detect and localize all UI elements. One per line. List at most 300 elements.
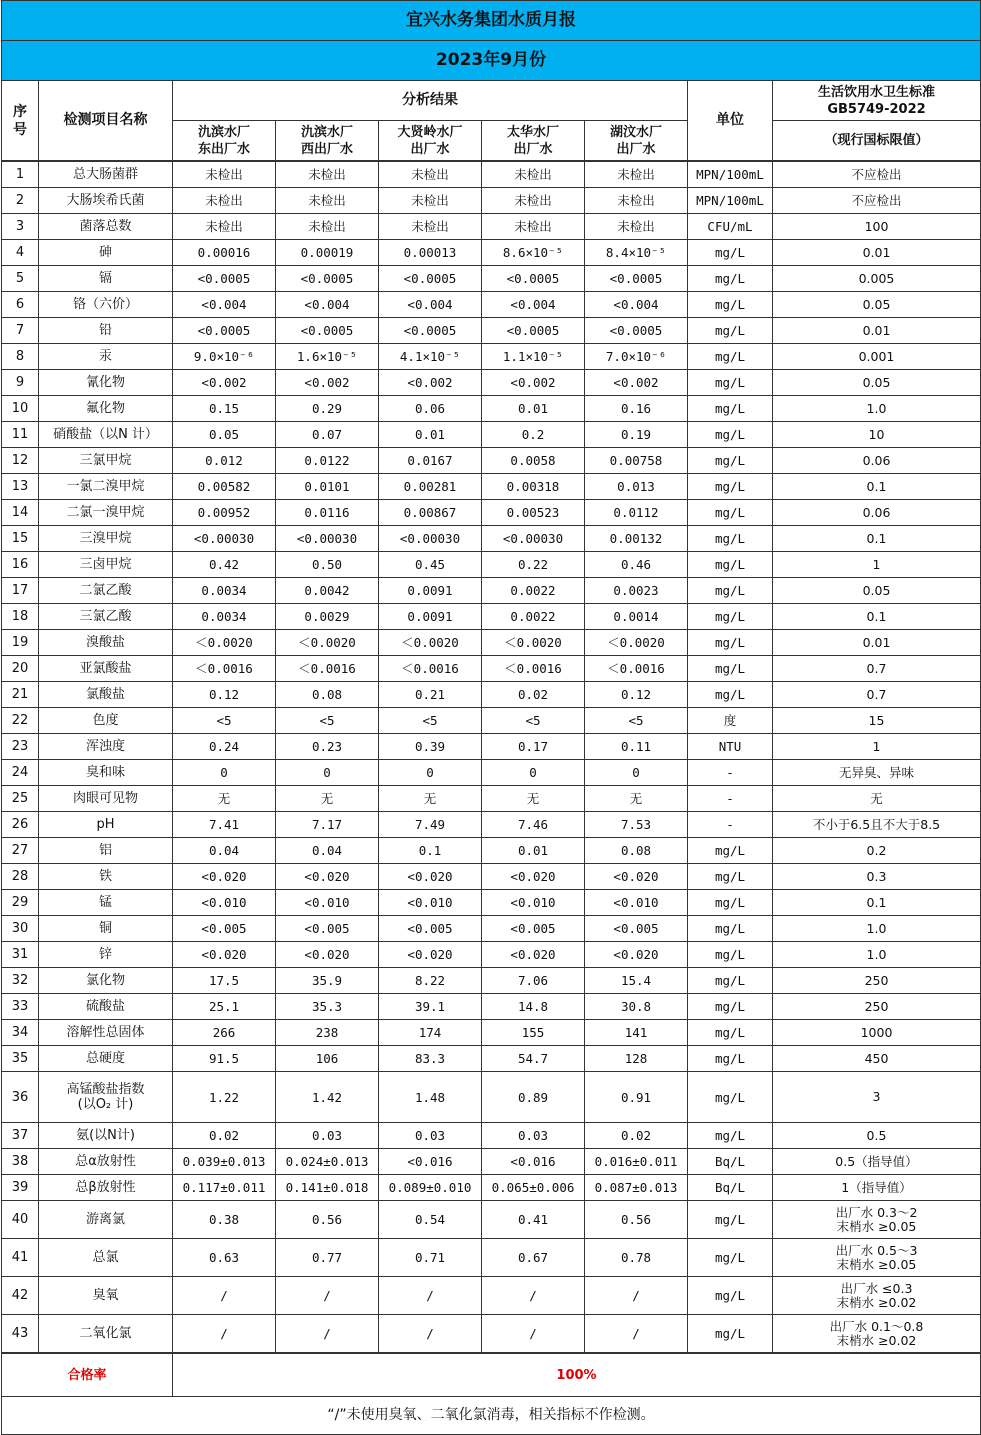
row-number: 33 (2, 994, 39, 1020)
standard-cell (773, 370, 981, 396)
result-cell: 0.00132 (585, 526, 688, 552)
result-cell: 无 (379, 786, 482, 812)
result-cell: 0 (276, 760, 379, 786)
table-row (2, 994, 981, 1020)
table-row (2, 1277, 981, 1315)
item-name-text: 二氧化氯 (79, 1326, 132, 1341)
item-name-text: 肉眼可见物 (72, 791, 138, 806)
result-cell: <0.0005 (482, 266, 585, 292)
result-cell: <0.020 (482, 864, 585, 890)
unit-cell: mg/L (688, 1123, 773, 1149)
standard-cell (773, 266, 981, 292)
standard-cell (773, 760, 981, 786)
row-number: 2 (2, 188, 39, 214)
result-cell: 0.01 (379, 422, 482, 448)
item-name-text: 氰化物 (85, 375, 125, 390)
result-cell: <0.0005 (173, 318, 276, 344)
standard-cell (773, 786, 981, 812)
unit-cell: mg/L (688, 292, 773, 318)
standard-cell (773, 396, 981, 422)
result-cell: 未检出 (379, 188, 482, 214)
table-row (2, 396, 981, 422)
plant-header (482, 121, 585, 161)
standard-cell (773, 968, 981, 994)
result-cell: 14.8 (482, 994, 585, 1020)
result-cell: 39.1 (379, 994, 482, 1020)
item-name (39, 1046, 173, 1072)
standard-value: 10 (868, 426, 885, 442)
result-cell: 0.016±0.011 (585, 1149, 688, 1175)
result-cell: 25.1 (173, 994, 276, 1020)
item-name (39, 370, 173, 396)
result-cell: <0.00030 (276, 526, 379, 552)
result-cell: 0.77 (276, 1239, 379, 1277)
result-cell: 0.0034 (173, 578, 276, 604)
result-cell: 未检出 (379, 162, 482, 188)
result-cell: 0.0022 (482, 578, 585, 604)
standard-value: 100 (864, 218, 889, 234)
footnote: “/”未使用臭氧、二氧化氯消毒，相关指标不作检测。 (2, 1397, 981, 1435)
item-name-text: 镉 (98, 271, 112, 286)
result-cell: <0.0005 (379, 266, 482, 292)
result-cell: 0.087±0.013 (585, 1175, 688, 1201)
standard-cell (773, 552, 981, 578)
result-cell: 无 (482, 786, 585, 812)
result-cell: 0.15 (173, 396, 276, 422)
row-number: 24 (2, 760, 39, 786)
unit-cell: mg/L (688, 448, 773, 474)
item-name-text: pH (96, 817, 115, 832)
analysis-header: 分析结果 (173, 81, 688, 121)
standard-cell (773, 734, 981, 760)
result-cell: 0.04 (173, 838, 276, 864)
item-name (39, 422, 173, 448)
table-row (2, 1020, 981, 1046)
result-cell: <0.002 (276, 370, 379, 396)
result-cell: <0.010 (585, 890, 688, 916)
unit-header: 单位 (688, 81, 773, 161)
item-name-text: 三氯甲烷 (79, 453, 132, 468)
result-cell: <0.005 (173, 916, 276, 942)
item-name (39, 1277, 173, 1315)
unit-cell: MPN/100mL (688, 162, 773, 188)
plant-header (173, 121, 276, 161)
result-cell: 0.0023 (585, 578, 688, 604)
row-number: 28 (2, 864, 39, 890)
result-cell: 0 (585, 760, 688, 786)
row-number: 5 (2, 266, 39, 292)
result-cell: 35.3 (276, 994, 379, 1020)
item-name (39, 474, 173, 500)
result-cell: 0.00016 (173, 240, 276, 266)
result-cell: 0.039±0.013 (173, 1149, 276, 1175)
unit-cell: mg/L (688, 474, 773, 500)
row-number: 13 (2, 474, 39, 500)
result-cell: <0.00030 (173, 526, 276, 552)
result-cell: 128 (585, 1046, 688, 1072)
report-period: 2023年9月份 (2, 41, 981, 81)
standard-value: 15 (868, 712, 885, 728)
result-cell: 0.0101 (276, 474, 379, 500)
standard-header (773, 81, 981, 121)
result-cell: <0.0005 (173, 266, 276, 292)
standard-cell (773, 838, 981, 864)
item-name (39, 890, 173, 916)
result-cell: 0.00318 (482, 474, 585, 500)
row-number: 8 (2, 344, 39, 370)
item-name (39, 942, 173, 968)
result-cell: 0.0122 (276, 448, 379, 474)
standard-cell (773, 630, 981, 656)
table-row (2, 526, 981, 552)
item-name-text: 铜 (98, 921, 112, 936)
result-cell: 0.00582 (173, 474, 276, 500)
result-cell: 0.21 (379, 682, 482, 708)
item-name-text: 亚氯酸盐 (79, 661, 132, 676)
result-cell: 0.065±0.006 (482, 1175, 585, 1201)
unit-cell: mg/L (688, 1046, 773, 1072)
result-cell: 0 (173, 760, 276, 786)
result-cell: 0.03 (276, 1123, 379, 1149)
item-name-text: 总硬度 (85, 1051, 125, 1066)
standard-value: 0.2 (866, 842, 887, 858)
item-name (39, 1315, 173, 1353)
result-cell: 未检出 (482, 188, 585, 214)
result-cell: <0.020 (276, 864, 379, 890)
result-cell: 0.0091 (379, 604, 482, 630)
result-cell: 无 (173, 786, 276, 812)
row-number: 42 (2, 1277, 39, 1315)
row-number: 3 (2, 214, 39, 240)
result-cell: 0.78 (585, 1239, 688, 1277)
standard-cell (773, 708, 981, 734)
result-cell: 0.00019 (276, 240, 379, 266)
row-number: 26 (2, 812, 39, 838)
result-cell: 17.5 (173, 968, 276, 994)
result-cell: <0.0005 (379, 318, 482, 344)
result-cell: 0.01 (482, 838, 585, 864)
standard-value: 0.1 (866, 608, 887, 624)
standard-value: 3 (872, 1089, 881, 1104)
row-number: 41 (2, 1239, 39, 1277)
standard-value: 0.001 (858, 348, 895, 364)
result-cell: 0.06 (379, 396, 482, 422)
result-cell: 0.00013 (379, 240, 482, 266)
result-cell: 0.00758 (585, 448, 688, 474)
standard-value: 1 (872, 738, 881, 754)
standard-value-terminal: 末梢水 ≥0.05 (836, 1218, 917, 1234)
table-row (2, 500, 981, 526)
item-name (39, 604, 173, 630)
standard-value: 250 (864, 998, 889, 1014)
item-name-text: 氯酸盐 (85, 687, 125, 702)
table-row (2, 162, 981, 188)
standard-cell (773, 448, 981, 474)
row-number: 35 (2, 1046, 39, 1072)
row-number: 32 (2, 968, 39, 994)
result-cell: 0.24 (173, 734, 276, 760)
plant-outlet: 出厂水 (410, 141, 450, 157)
table-row (2, 292, 981, 318)
item-name-text: 氟化物 (85, 401, 125, 416)
result-cell: 9.0×10⁻⁶ (173, 344, 276, 370)
result-cell: 0 (379, 760, 482, 786)
result-cell: 30.8 (585, 994, 688, 1020)
result-cell: <5 (379, 708, 482, 734)
unit-cell: mg/L (688, 1020, 773, 1046)
standard-cell (773, 1046, 981, 1072)
plant-name: 氿滨水厂 (197, 124, 250, 140)
unit-cell: mg/L (688, 656, 773, 682)
item-name (39, 162, 173, 188)
item-name-note: (以O₂ 计) (77, 1097, 134, 1112)
standard-cell (773, 500, 981, 526)
result-cell: 0.41 (482, 1201, 585, 1239)
unit-cell: mg/L (688, 1277, 773, 1315)
plant-outlet: 西出厂水 (300, 141, 353, 157)
result-cell: 155 (482, 1020, 585, 1046)
result-cell: 0.0042 (276, 578, 379, 604)
table-row (2, 838, 981, 864)
table-row (2, 890, 981, 916)
standard-value: 0.7 (866, 660, 887, 676)
result-cell: 7.46 (482, 812, 585, 838)
result-cell: 0.0167 (379, 448, 482, 474)
plant-header (585, 121, 688, 161)
result-cell: 8.22 (379, 968, 482, 994)
standard-value: 1000 (860, 1024, 893, 1040)
table-row (2, 604, 981, 630)
item-name-text: 臭氧 (92, 1288, 119, 1303)
result-cell: 0.02 (173, 1123, 276, 1149)
result-cell: 0.013 (585, 474, 688, 500)
item-name-text: 铅 (98, 323, 112, 338)
unit-cell: - (688, 786, 773, 812)
item-name-header: 检测项目名称 (39, 81, 173, 161)
result-cell: ＜0.0020 (482, 630, 585, 656)
item-name (39, 240, 173, 266)
standard-value: 0.5（指导值） (835, 1153, 918, 1169)
result-cell: 0.02 (482, 682, 585, 708)
table-row (2, 1175, 981, 1201)
result-cell: 35.9 (276, 968, 379, 994)
unit-cell: mg/L (688, 578, 773, 604)
result-cell: / (276, 1315, 379, 1353)
result-cell: 0.63 (173, 1239, 276, 1277)
result-cell: 0.0034 (173, 604, 276, 630)
result-cell: 0.17 (482, 734, 585, 760)
standard-cell (773, 812, 981, 838)
row-number: 16 (2, 552, 39, 578)
table-row (2, 370, 981, 396)
result-cell: <0.005 (379, 916, 482, 942)
item-name (39, 630, 173, 656)
result-cell: <0.020 (173, 942, 276, 968)
result-cell: ＜0.0016 (482, 656, 585, 682)
row-number: 20 (2, 656, 39, 682)
result-cell: / (173, 1315, 276, 1353)
result-cell: 0.01 (482, 396, 585, 422)
result-cell: 4.1×10⁻⁵ (379, 344, 482, 370)
standard-cell (773, 240, 981, 266)
table-row (2, 474, 981, 500)
result-cell: <0.004 (173, 292, 276, 318)
standard-value: 出厂水 0.3～2 (835, 1204, 918, 1220)
row-number: 11 (2, 422, 39, 448)
standard-value: 0.05 (862, 374, 891, 390)
standard-cell (773, 1020, 981, 1046)
result-cell: ＜0.0016 (173, 656, 276, 682)
table-row (2, 734, 981, 760)
unit-cell: mg/L (688, 240, 773, 266)
result-cell: 238 (276, 1020, 379, 1046)
item-name (39, 1149, 173, 1175)
standard-cell (773, 656, 981, 682)
result-cell: 0.05 (173, 422, 276, 448)
standard-value: 0.5 (866, 1127, 887, 1143)
unit-cell: - (688, 760, 773, 786)
result-cell: 15.4 (585, 968, 688, 994)
result-cell: 0.39 (379, 734, 482, 760)
item-name (39, 708, 173, 734)
result-cell: 1.48 (379, 1072, 482, 1123)
unit-cell: mg/L (688, 968, 773, 994)
result-cell: 0.07 (276, 422, 379, 448)
seq-header: 序号 (2, 81, 39, 161)
standard-subheader: （现行国标限值） (773, 121, 981, 161)
table-row (2, 916, 981, 942)
item-name-text: 总β放射性 (75, 1180, 136, 1195)
item-name (39, 552, 173, 578)
result-cell: 1.42 (276, 1072, 379, 1123)
standard-cell (773, 292, 981, 318)
item-name-text: 铝 (98, 843, 112, 858)
result-cell: 0.16 (585, 396, 688, 422)
unit-cell: mg/L (688, 1315, 773, 1353)
result-cell: 0.45 (379, 552, 482, 578)
table-row (2, 1315, 981, 1353)
unit-cell: mg/L (688, 500, 773, 526)
result-cell: 0.11 (585, 734, 688, 760)
standard-value: 不小于6.5且不大于8.5 (812, 816, 941, 832)
result-cell: <0.004 (585, 292, 688, 318)
row-number: 38 (2, 1149, 39, 1175)
result-cell: 0.0029 (276, 604, 379, 630)
table-row (2, 1072, 981, 1123)
result-cell: 0.00523 (482, 500, 585, 526)
row-number: 15 (2, 526, 39, 552)
plant-name: 太华水厂 (506, 124, 559, 140)
row-number: 43 (2, 1315, 39, 1353)
unit-cell: mg/L (688, 682, 773, 708)
result-cell: / (379, 1277, 482, 1315)
result-cell: 0.024±0.013 (276, 1149, 379, 1175)
result-cell: 0.089±0.010 (379, 1175, 482, 1201)
result-cell: <0.0005 (482, 318, 585, 344)
result-cell: 0.29 (276, 396, 379, 422)
row-number: 14 (2, 500, 39, 526)
item-name-text: 菌落总数 (79, 219, 132, 234)
result-cell: 未检出 (482, 162, 585, 188)
result-cell: 无 (585, 786, 688, 812)
standard-value: 0.7 (866, 686, 887, 702)
item-name-text: 臭和味 (85, 765, 125, 780)
result-cell: 未检出 (585, 188, 688, 214)
standard-cell (773, 682, 981, 708)
item-name-text: 游离氯 (85, 1212, 125, 1227)
unit-cell: mg/L (688, 890, 773, 916)
result-cell: <0.0005 (276, 266, 379, 292)
row-number: 30 (2, 916, 39, 942)
result-cell: <0.002 (482, 370, 585, 396)
result-cell: 0.12 (173, 682, 276, 708)
result-cell: 未检出 (173, 188, 276, 214)
item-name (39, 344, 173, 370)
row-number: 34 (2, 1020, 39, 1046)
standard-code: GB5749-2022 (827, 101, 926, 117)
result-cell: 54.7 (482, 1046, 585, 1072)
unit-cell: Bq/L (688, 1149, 773, 1175)
result-cell: <0.010 (276, 890, 379, 916)
result-cell: <0.002 (585, 370, 688, 396)
result-cell: <0.005 (276, 916, 379, 942)
item-name-text: 高锰酸盐指数 (66, 1082, 145, 1097)
result-cell: 7.06 (482, 968, 585, 994)
item-name (39, 682, 173, 708)
standard-value: 1.0 (866, 946, 887, 962)
result-cell: 266 (173, 1020, 276, 1046)
standard-cell (773, 214, 981, 240)
item-name-text: 硫酸盐 (85, 999, 125, 1014)
standard-cell (773, 916, 981, 942)
unit-cell: mg/L (688, 1072, 773, 1123)
standard-cell (773, 188, 981, 214)
result-cell: 0.03 (379, 1123, 482, 1149)
item-name-text: 二氯一溴甲烷 (66, 505, 145, 520)
standard-cell (773, 422, 981, 448)
result-cell: 1.1×10⁻⁵ (482, 344, 585, 370)
item-name (39, 656, 173, 682)
unit-cell: mg/L (688, 1239, 773, 1277)
result-cell: 83.3 (379, 1046, 482, 1072)
item-name (39, 396, 173, 422)
item-name-text: 铬（六价） (72, 297, 138, 312)
result-cell: <0.020 (482, 942, 585, 968)
result-cell: 8.4×10⁻⁵ (585, 240, 688, 266)
result-cell: 0.0022 (482, 604, 585, 630)
footer-table (1, 1353, 981, 1435)
standard-value: 出厂水 0.1～0.8 (829, 1318, 924, 1334)
standard-value: 出厂水 0.5～3 (835, 1242, 918, 1258)
standard-value: 0.005 (858, 270, 895, 286)
row-number: 25 (2, 786, 39, 812)
result-cell: 未检出 (276, 162, 379, 188)
standard-value: 不应检出 (851, 166, 902, 182)
unit-cell: mg/L (688, 864, 773, 890)
unit-cell: mg/L (688, 1201, 773, 1239)
result-cell: 0.22 (482, 552, 585, 578)
row-number: 31 (2, 942, 39, 968)
item-name (39, 994, 173, 1020)
result-cell: 0.0058 (482, 448, 585, 474)
result-cell: ＜0.0020 (276, 630, 379, 656)
item-name-text: 三溴甲烷 (79, 531, 132, 546)
table-row (2, 1046, 981, 1072)
result-cell: 0.02 (585, 1123, 688, 1149)
result-cell: 0.1 (379, 838, 482, 864)
standard-value: 不应检出 (851, 192, 902, 208)
table-row (2, 630, 981, 656)
